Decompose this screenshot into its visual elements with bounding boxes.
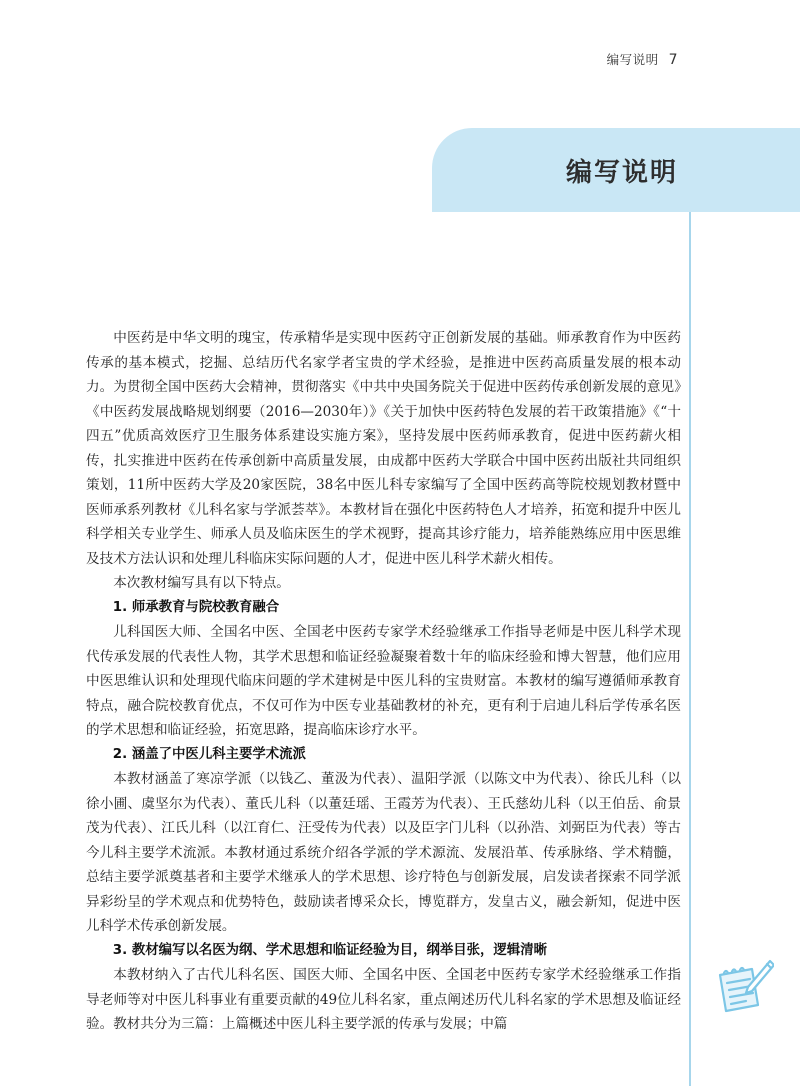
title-banner bbox=[432, 128, 800, 212]
running-header bbox=[607, 50, 678, 68]
intro-paragraph: 中医药是中华文明的瑰宝，传承精华是实现中医药守正创新发展的基础。师承教育作为中医药传承的基本模式，挖掘、总结历代名家学者宝贵的学术经验，是推进中医药高质量发展的根本动力。为贯彻全国中医药大会精神，贯彻落实《中共中央国务院关于促进中医药传承创新发展的意见》《中医药发展战略规划纲要（2016—2030年）》《关于加快中医药特色发展的若干政策措施》《“十四五”优质高效医疗卫生服务体系建设实施方案》，坚持发展中医药师承教育，促进中医药薪火相传，扎实推进中医药在传承创新中高质量发展，由成都中医药大学联合中国中医药出版社共同组织策划，11所中医药大学及20家医院，38名中医儿科专家编写了全国中医药高等院校规划教材暨中医师承系列教材《儿科名家与学派荟萃》。本教材旨在强化中医药特色人才培养，拓宽和提升中医儿科学相关专业学生、师承人员及临床医生的学术视野，提高其诊疗能力，培养能熟练应用中医思维及技术方法认识和处理儿科临床实际问题的人才，促进中医儿科学术薪火相传。 bbox=[86, 330, 681, 567]
section-heading-1: 1. 师承教育与院校教育融合 bbox=[112, 599, 280, 615]
notepad-pencil-icon bbox=[712, 955, 774, 1017]
body-content bbox=[86, 326, 681, 1037]
section-paragraph-2: 本教材涵盖了寒凉学派（以钱乙、董汲为代表）、温阳学派（以陈文中为代表）、徐氏儿科（以徐小圃、虞坚尔为代表）、董氏儿科（以董廷瑶、王霞芳为代表）、王氏慈幼儿科（以王伯岳、俞景茂为代表）、江氏儿科（以江育仁、汪受传为代表）以及臣字门儿科（以孙浩、刘弼臣为代表）等古今儿科主要学术流派。本教材通过系统介绍各学派的学术源流、发展沿革、传承脉络、学术精髓，总结主要学派奠基者和主要学术继承人的学术思想、诊疗特色与创新发展，启发读者探索不同学派异彩纷呈的学术观点和优势特色，鼓励读者博采众长，博览群方，发皇古义，融会新知，促进中医儿科学术传承创新发展。 bbox=[86, 771, 681, 934]
features-lead: 本次教材编写具有以下特点。 bbox=[113, 575, 290, 591]
page-number: 7 bbox=[668, 52, 678, 68]
vertical-rule bbox=[689, 212, 691, 1086]
section-paragraph-3: 本教材纳入了古代儿科名医、国医大师、全国名中医、全国老中医药专家学术经验继承工作指导老师等对中医儿科事业有重要贡献的49位儿科名家，重点阐述历代儿科名家的学术思想及临证经验。教材共分为三篇：上篇概述中医儿科主要学派的传承与发展；中篇 bbox=[86, 967, 681, 1032]
section-paragraph-1: 儿科国医大师、全国名中医、全国老中医药专家学术经验继承工作指导老师是中医儿科学术现代传承发展的代表性人物，其学术思想和临证经验凝聚着数十年的临床经验和博大智慧，他们应用中医思维认识和处理现代临床问题的学术建树是中医儿科的宝贵财富。本教材的编写遵循师承教育特点，融合院校教育优点，不仅可作为中医专业基础教材的补充，更有利于启迪儿科后学传承名医的学术思想和临证经验，拓宽思路，提高临床诊疗水平。 bbox=[86, 624, 681, 738]
page-title: 编写说明 bbox=[565, 158, 678, 188]
section-heading-3: 3. 教材编写以名医为纲、学术思想和临证经验为目，纲举目张，逻辑清晰 bbox=[112, 942, 547, 958]
running-header-title: 编写说明 bbox=[606, 52, 659, 67]
section-heading-2: 2. 涵盖了中医儿科主要学术流派 bbox=[112, 746, 306, 762]
